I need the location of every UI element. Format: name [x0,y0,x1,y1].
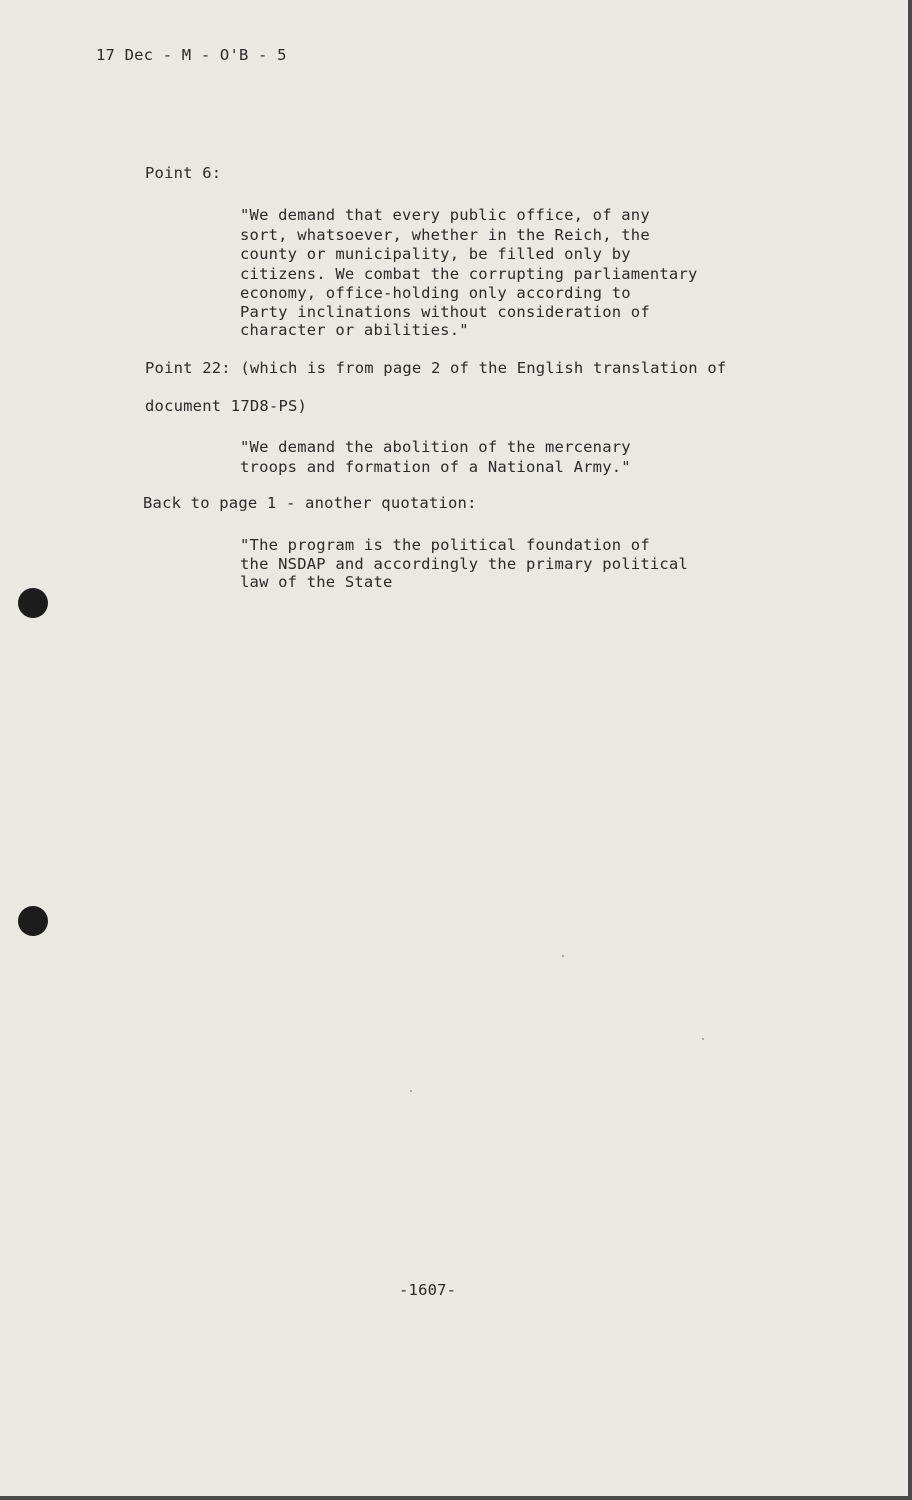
paper-speck [562,955,564,957]
quote-line: troops and formation of a National Army." [240,458,631,476]
quote-line: Party inclinations without consideration of [240,303,650,321]
binder-hole-bottom [18,906,48,936]
point-22-label: Point 22: (which is from page 2 of the English translation of [145,359,727,377]
point-6-label: Point 6: [145,164,222,182]
quote-line: character or abilities." [240,321,469,339]
page-number: -1607- [399,1281,457,1299]
quote-line: "The program is the political foundation of [240,536,650,554]
point-22-continuation: document 17D8-PS) [145,397,308,415]
quote-line: economy, office-holding only according to [240,284,631,302]
quote-line: sort, whatsoever, whether in the Reich, the [240,226,650,244]
quote-line: "We demand the abolition of the mercenary [240,438,631,456]
quote-line: the NSDAP and accordingly the primary political [240,555,688,573]
quote-line: law of the State [240,573,393,591]
binder-hole-top [18,588,48,618]
paper-speck [410,1090,412,1092]
quote-line: citizens. We combat the corrupting parliamentary [240,265,698,283]
quote-line: "We demand that every public office, of any [240,206,650,224]
page-reference-header: 17 Dec - M - O'B - 5 [96,46,287,64]
back-to-page-label: Back to page 1 - another quotation: [143,494,477,512]
paper-speck [702,1038,704,1040]
quote-line: county or municipality, be filled only by [240,245,631,263]
